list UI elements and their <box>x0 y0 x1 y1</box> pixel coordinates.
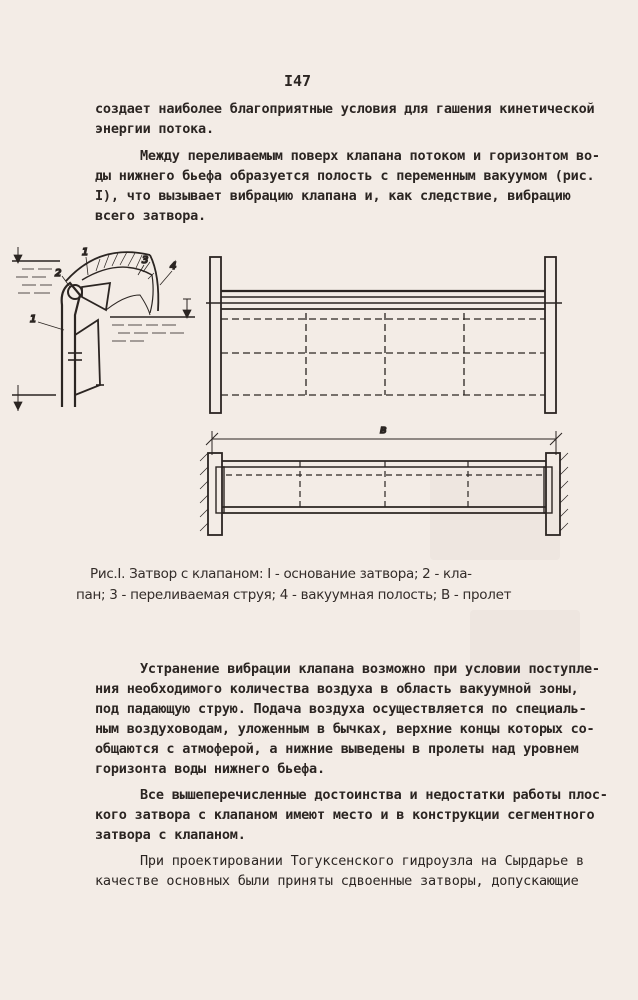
text-line: затвора с клапаном. <box>95 827 246 843</box>
text-line: ды нижнего бьефа образуется полость с переменным вакуумом (рис. <box>95 168 595 184</box>
text-line: общаются с атмоферой, а нижние выведены в пролеты над уровнем <box>95 741 579 757</box>
text-line: ния необходимого количества воздуха в область вакуумной зоны, <box>95 681 579 697</box>
plan-view-drawing <box>200 431 568 535</box>
cross-section-drawing <box>12 247 195 411</box>
page-number: I47 <box>284 72 312 90</box>
text-line: I), что вызывает вибрацию клапана и, как следствие, вибрацию <box>95 188 571 204</box>
text-line: Между переливаемым поверх клапана потоком и горизонтом во- <box>140 148 600 164</box>
elevation-view-drawing <box>206 257 562 413</box>
text-line: ным воздуховодам, уложенным в бычках, верхние концы которых со- <box>95 721 595 737</box>
text-line: Все вышеперечисленные достоинства и недостатки работы плос- <box>140 787 608 803</box>
text-line: создает наиболее благоприятные условия для гашения кинетической <box>95 101 595 117</box>
text-line: кого затвора с клапаном имеют место и в конструкции сегментного <box>95 807 595 823</box>
figure-label-2: 2 <box>55 268 62 279</box>
text-line: под падающую струю. Подача воздуха осуществляется по специаль- <box>95 701 587 717</box>
figure-label-4: 4 <box>170 261 177 272</box>
figure-caption-line: пан; 3 - переливаемая струя; 4 - вакуумная полость; В - пролет <box>76 587 512 603</box>
text-line: всего затвора. <box>95 208 206 224</box>
text-line: При проектировании Тогуксенского гидроузла на Сырдарье в <box>140 853 584 869</box>
figure-label-1: 1 <box>30 314 37 325</box>
text-line: Устранение вибрации клапана возможно при условии поступле- <box>140 661 600 677</box>
text-line: качестве основных были приняты сдвоенные затворы, допускающие <box>95 873 579 889</box>
figure-label-3: 3 <box>142 255 149 266</box>
span-label: в <box>380 423 387 436</box>
text-line: горизонта воды нижнего бьефа. <box>95 761 325 777</box>
figure-caption-line: Рис.I. Затвор с клапаном: I - основание затвора; 2 - кла- <box>90 566 472 582</box>
figure-label-top: 1 <box>82 247 89 258</box>
gate-figure <box>0 235 638 545</box>
text-line: энергии потока. <box>95 121 214 137</box>
paper-stain <box>470 610 580 690</box>
